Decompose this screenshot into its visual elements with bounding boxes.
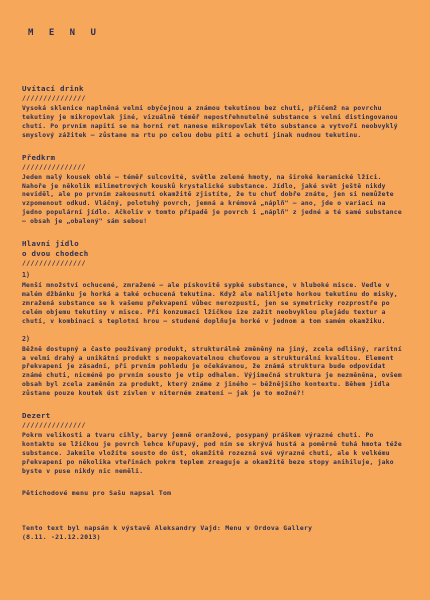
section-title: Hlavní jídlo xyxy=(22,239,79,249)
section-starter xyxy=(22,153,408,227)
section-title: Předkrm xyxy=(22,152,56,162)
section-dessert xyxy=(22,411,408,477)
slash-divider: /////////////// xyxy=(22,421,86,430)
slash-divider: /////////////// xyxy=(22,259,86,268)
footer-note: Tento text byl napsán k výstavě Aleksandry Vajd: Menu v Ordova Gallery xyxy=(22,523,313,532)
course-number: 2) xyxy=(22,334,30,343)
section-main-course xyxy=(22,239,408,399)
course-text: Běžně dostupný a často používaný produkt, strukturálně změněný na jiný, zcela odlišný, raritní a velmi drahý a unikátní produkt s neopakovatelnou chuťovou a strukturální kvalitou. Element překvapení je zásadní, při prvním pohledu je očekávanou, že známá struktura bude odpovídat známé chuti, nicméně po prvním sousto je vtip odhalen. Výjimečná struktura je nezměněna, ovšem obsah byl zcela zaměněn za produkt, který známe z jiného – běžnějšího kontextu. Během jídla zůstane pouze koutek úst zívlen v niterném zmatení – jak je to možné?! xyxy=(22,345,402,398)
section-title: Dezert xyxy=(22,411,51,421)
course-number: 1) xyxy=(22,271,30,280)
page-title: M E N U xyxy=(28,28,101,38)
section-text: Pokrm velikosti a tvaru cihly, barvy jemně oranžové, posypaný práškem výrazné chuti. Po kontaktu se lžičkou je povrch lehce křupavý, pod ním se skrývá hustá a poměrně tuhá hmota téže substance. Jakmile vložíte sousto do úst, okamžitě rozezná své výrazné chuti, ale k velkému překvapení po několika vteřinách pokrm teplem zreaguje a okamžitě beze stopy anihiluje, jako byste v puse nikdy nic neměli. xyxy=(22,432,402,475)
section-title: Uvítací drink xyxy=(22,84,84,93)
author-credit: Pětichodové menu pro Sašu napsal Tom xyxy=(22,488,172,497)
slash-divider: /////////////// xyxy=(22,94,86,102)
section-subtitle: o dvou chodech xyxy=(22,249,89,259)
slash-divider: /////////////// xyxy=(22,162,86,171)
course-text: Menší množství ochucené, zmražené – ale pískovitě sypké substance, v hluboké misce. Vedle v malém džbánku je horká a také ochucená tekutina. Když ale naliljete horkou tekutinu do misky, zmražená substance se k vašemu překvapení vůbec nerozpustí, jen se symetricky rozprostře po celém objemu tekutiny v misce. Při konzumaci lžičkou ize zažít neobvyklou plejádu textur a chutí, v kombinaci s teplotní hrou – studené doplňuje horké v jednom a tom samém okamžiku. xyxy=(22,282,398,325)
section-text: Vysoká sklenice naplněná velmi obyčejnou a známou tekutinou bez chuti, přičemž na povrchu tekutiny je mikropovlak jiné, vizuálně téměř nepostřehnutelné substance s velmi distingovanou chutí. Po prvním napití se na horní ret nanese mikropovlak této substance a vytvoří neobvyklý smyslový zážitek – zůstane na rtu po celou dobu pití a ochutí jinak nudnou tekutinu. xyxy=(22,105,398,139)
footer-dates: (8.11. -21.12.2013) xyxy=(22,532,101,541)
section-text: Jeden malý kousek oblé – téměř sulcovité, světle zelené hmoty, na široké keramické lžíci. Nahoře je několik milimetrových kousků krystalické substance. Jídlo, jaké svět ještě nikdy neviděl, ale po prvním zakousnutí okamžitě zjistíte, že tu chuť dobře znáte, jen si nemůžete vzpomenout odkud. Vláčný, polotuhý povrch, jemná a krémová „náplň" – ano, jde o variaci na jedno populární jídlo. Ačkoliv v tomto případě je povrch i „náplň" z jedné a té samé substance – obsah je „obalený" sám sebou! xyxy=(22,173,402,226)
section-welcome-drink xyxy=(22,84,408,141)
